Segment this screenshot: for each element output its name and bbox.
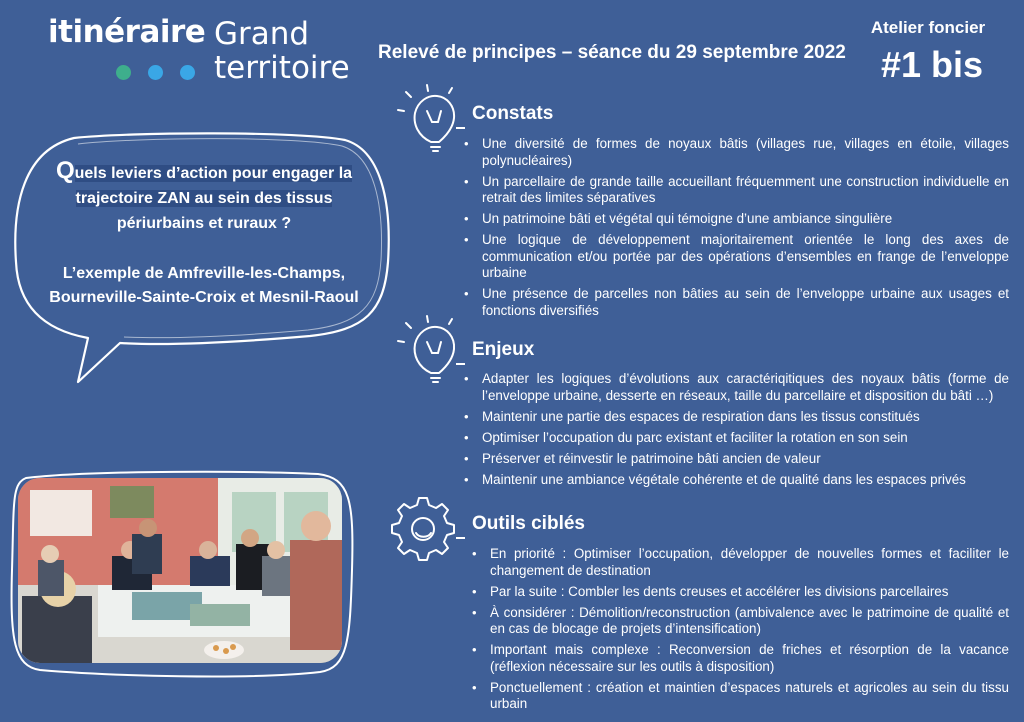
session-title: Relevé de principes – séance du 29 septembre 2022 [378, 42, 846, 63]
list-item: • Ponctuellement : création et maintien d’espaces naturels et agricoles au sein du tissu urbain [470, 680, 1009, 713]
list-item: • Maintenir une partie des espaces de respiration dans les tissus constitués [462, 409, 1009, 426]
list-item: • À considérer : Démolition/reconstruction (ambivalence avec le patrimoine de qualité et en cas de blocage de projets d’intensification) [470, 605, 1009, 638]
outils-list [470, 546, 1009, 717]
list-item: • Une diversité de formes de noyaux bâtis (villages rue, villages en étoile, villages polynucléaires) [462, 136, 1009, 169]
list-item: • Optimiser l’occupation du parc existant et faciliter la rotation en son sein [462, 430, 1009, 447]
section-title-constats: Constats [472, 103, 554, 124]
brand-word-grand: Grand [214, 16, 310, 52]
list-item: • Un parcellaire de grande taille accueillant fréquemment une construction individuelle en retrait des limites séparatives [462, 174, 1009, 207]
section-title-enjeux: Enjeux [472, 339, 535, 360]
list-item: • Une logique de développement majoritairement orientée le long des axes de communication et/ou portée par des opérations d’ensembles en frange de l’enveloppe urbaine [462, 232, 1009, 282]
bubble-example [36, 262, 372, 310]
list-item: • Par la suite : Combler les dents creuses et accélérer les divisions parcellaires [470, 584, 1009, 601]
question-line-3: périurbains et ruraux ? [116, 215, 292, 232]
heading-dash [456, 363, 465, 365]
brand-word-itineraire: itinéraire [48, 14, 206, 50]
list-item: • Une présence de parcelles non bâties au sein de l’enveloppe urbaine aux usages et fonctions diversifiés [462, 286, 1009, 319]
list-item: • Préserver et réinvestir le patrimoine bâti ancien de valeur [462, 451, 1009, 468]
section-title-outils: Outils ciblés [472, 513, 585, 534]
heading-dash [456, 537, 465, 539]
workshop-meeting-photo [18, 478, 342, 663]
list-item: • Important mais complexe : Reconversion de friches et résorption de la vacance (réflexion nécessaire sur les outils à disposition) [470, 642, 1009, 675]
heading-dash [456, 127, 465, 129]
bubble-question [36, 158, 372, 236]
constats-list [462, 136, 1009, 324]
lightbulb-icon [398, 85, 454, 151]
atelier-label: Atelier foncier [870, 18, 986, 37]
question-initial: Q [55, 157, 75, 184]
example-line-2: Bourneville-Sainte-Croix et Mesnil-Raoul [49, 289, 359, 306]
list-item: • En priorité : Optimiser l’occupation, développer de nouvelles formes et faciliter le changement de destination [470, 546, 1009, 579]
list-item: • Maintenir une ambiance végétale cohérente et de qualité dans les espaces privés [462, 472, 1009, 489]
enjeux-list [462, 371, 1009, 493]
gear-icon [392, 498, 454, 560]
question-line-1: uels leviers d’action pour engager la [74, 165, 353, 182]
list-item: • Adapter les logiques d’évolutions aux caractériqitiques des noyaux bâtis (forme de l’enveloppe urbaine, desserte en réseaux, taille du parcellaire et disposition du bâti …) [462, 371, 1009, 404]
lightbulb-icon [398, 316, 454, 382]
atelier-number: #1 bis [880, 44, 984, 85]
brand-word-territoire: territoire [214, 50, 350, 86]
question-line-2: trajectoire ZAN au sein des tissus [75, 190, 333, 207]
list-item: • Un patrimoine bâti et végétal qui témoigne d’une ambiance singulière [462, 211, 1009, 228]
example-line-1: L’exemple de Amfreville-les-Champs, [62, 265, 346, 282]
